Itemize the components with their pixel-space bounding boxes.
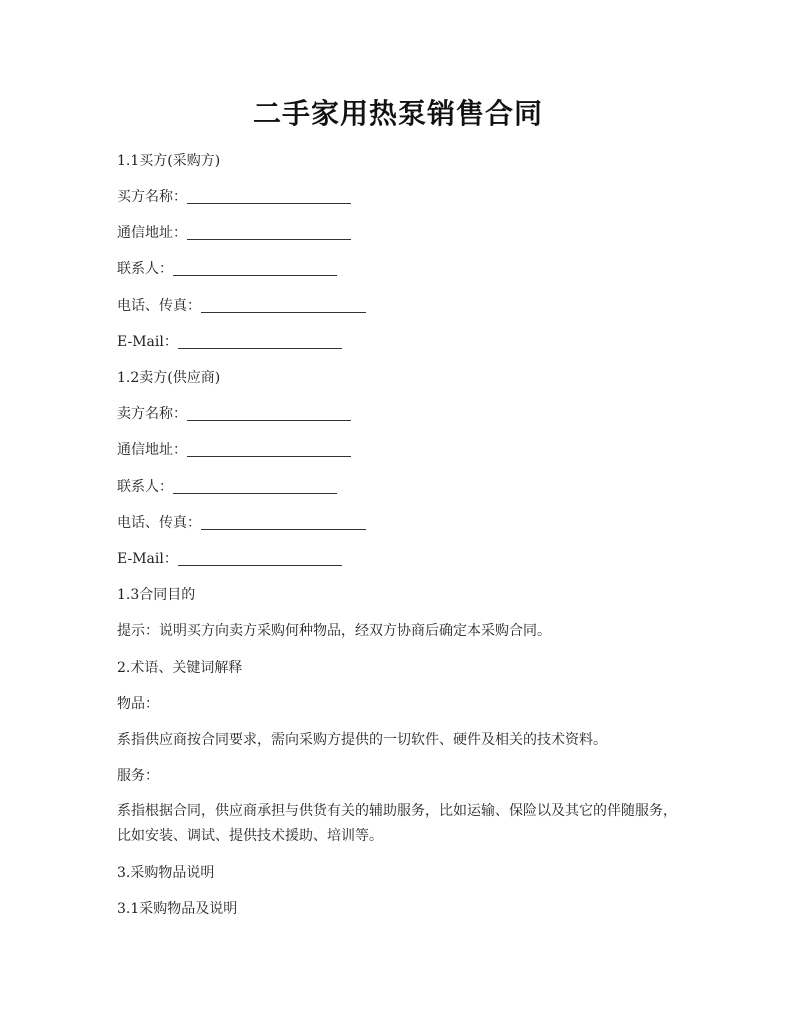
purpose-hint: 提示：说明买方向卖方采购何种物品，经双方协商后确定本采购合同。 xyxy=(117,623,551,639)
buyer-address-row xyxy=(117,222,351,244)
goods-subsection-heading: 3.1采购物品及说明 xyxy=(117,901,238,917)
goods-definition: 系指供应商按合同要求，需向采购方提供的一切软件、硬件及相关的技术资料。 xyxy=(117,732,607,748)
seller-email-row xyxy=(117,548,342,570)
seller-heading: 1.2卖方(供应商) xyxy=(117,370,221,386)
terms-heading: 2.术语、关键词解释 xyxy=(117,660,243,676)
seller-name-row xyxy=(117,403,351,425)
seller-phone-label: 电话、传真： xyxy=(117,515,201,531)
seller-email-blank[interactable] xyxy=(178,551,342,566)
buyer-heading: 1.1买方(采购方) xyxy=(117,153,221,169)
buyer-address-label: 通信地址： xyxy=(117,225,187,241)
purpose-heading: 1.3合同目的 xyxy=(117,587,196,603)
seller-phone-row xyxy=(117,512,366,534)
buyer-contact-label: 联系人： xyxy=(117,261,173,277)
service-definition: 系指根据合同，供应商承担与供货有关的辅助服务，比如运输、保险以及其它的伴随服务，比如安装、调试、提供技术援助、培训等。 xyxy=(117,803,677,844)
seller-contact-label: 联系人： xyxy=(117,479,173,495)
buyer-name-blank[interactable] xyxy=(187,189,351,204)
buyer-email-row xyxy=(117,331,342,353)
buyer-email-blank[interactable] xyxy=(178,334,342,349)
buyer-phone-label: 电话、传真： xyxy=(117,298,201,314)
service-label: 服务： xyxy=(117,768,159,784)
buyer-contact-row xyxy=(117,258,337,280)
seller-email-label: E-Mail： xyxy=(117,551,178,567)
buyer-phone-row xyxy=(117,295,366,317)
goods-section-heading: 3.采购物品说明 xyxy=(117,865,215,881)
seller-name-blank[interactable] xyxy=(187,406,351,421)
buyer-email-label: E-Mail： xyxy=(117,334,178,350)
seller-address-blank[interactable] xyxy=(187,442,351,457)
seller-contact-blank[interactable] xyxy=(173,479,337,494)
seller-name-label: 卖方名称： xyxy=(117,406,187,422)
goods-label: 物品： xyxy=(117,696,159,712)
buyer-address-blank[interactable] xyxy=(187,225,351,240)
seller-phone-blank[interactable] xyxy=(201,515,366,530)
buyer-contact-blank[interactable] xyxy=(173,261,337,276)
seller-address-row xyxy=(117,439,351,461)
buyer-name-label: 买方名称： xyxy=(117,189,187,205)
seller-address-label: 通信地址： xyxy=(117,442,187,458)
buyer-phone-blank[interactable] xyxy=(201,298,366,313)
document-title: 二手家用热泵销售合同 xyxy=(252,97,543,130)
seller-contact-row xyxy=(117,476,337,498)
buyer-name-row xyxy=(117,186,351,208)
